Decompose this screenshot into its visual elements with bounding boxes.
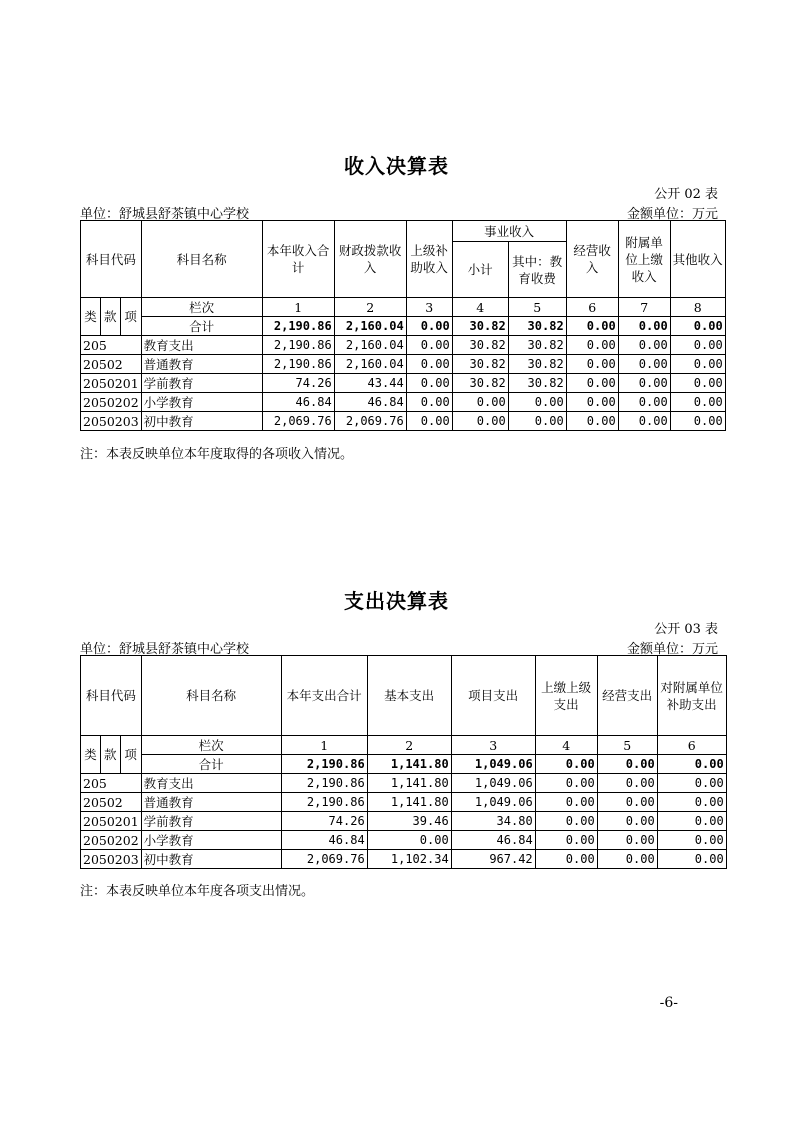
income-header-col8: 其他收入 <box>670 221 725 298</box>
income-col-num: 8 <box>670 298 725 317</box>
expense-total-value: 2,190.86 <box>281 755 367 774</box>
amount-cell: 46.84 <box>281 831 367 850</box>
amount-cell: 0.00 <box>566 393 618 412</box>
income-header-col1: 本年收入合计 <box>262 221 334 298</box>
amount-cell: 0.00 <box>535 850 597 869</box>
income-header-col2: 财政拨款收入 <box>334 221 406 298</box>
amount-cell: 0.00 <box>452 412 508 431</box>
amount-cell: 30.82 <box>508 374 566 393</box>
table-row <box>81 412 726 431</box>
amount-cell: 0.00 <box>670 336 725 355</box>
expense-col-num: 2 <box>367 736 451 755</box>
amount-cell: 0.00 <box>670 374 725 393</box>
amount-cell: 0.00 <box>657 793 726 812</box>
expense-col-num: 5 <box>597 736 657 755</box>
income-total-value: 2,160.04 <box>334 317 406 336</box>
income-header-lanci: 栏次 <box>141 298 262 317</box>
subject-code: 20502 <box>81 793 142 812</box>
amount-cell: 1,049.06 <box>451 793 535 812</box>
amount-cell: 0.00 <box>618 355 670 374</box>
amount-cell: 1,141.80 <box>367 774 451 793</box>
income-total-value: 0.00 <box>566 317 618 336</box>
amount-cell: 0.00 <box>535 812 597 831</box>
amount-cell: 0.00 <box>452 393 508 412</box>
amount-cell: 0.00 <box>657 850 726 869</box>
amount-cell: 0.00 <box>566 374 618 393</box>
expense-total-row <box>81 755 727 774</box>
income-total-value: 0.00 <box>618 317 670 336</box>
amount-cell: 1,141.80 <box>367 793 451 812</box>
income-currency-label: 金额单位：万元 <box>626 207 718 222</box>
amount-cell: 0.00 <box>406 355 452 374</box>
income-header-col7: 附属单位上缴收入 <box>618 221 670 298</box>
income-header-col4: 小计 <box>452 242 508 298</box>
table-row <box>81 393 726 412</box>
income-total-value: 30.82 <box>452 317 508 336</box>
subject-code: 2050201 <box>81 812 142 831</box>
income-form-number: 公开 02 表 <box>654 187 718 202</box>
expense-col-num: 4 <box>535 736 597 755</box>
expense-total-value: 1,049.06 <box>451 755 535 774</box>
amount-cell: 0.00 <box>508 393 566 412</box>
subject-name: 学前教育 <box>141 812 281 831</box>
amount-cell: 46.84 <box>334 393 406 412</box>
subject-name: 小学教育 <box>141 393 262 412</box>
expense-header-lei: 类 <box>81 736 101 774</box>
amount-cell: 0.00 <box>597 793 657 812</box>
expense-col-num: 6 <box>657 736 726 755</box>
subject-code: 20502 <box>81 355 142 374</box>
income-total-value: 0.00 <box>406 317 452 336</box>
income-header-kuan: 款 <box>101 298 120 336</box>
income-header-name: 科目名称 <box>141 221 262 298</box>
amount-cell: 46.84 <box>262 393 334 412</box>
subject-name: 初中教育 <box>141 412 262 431</box>
income-header-xiang: 项 <box>120 298 141 336</box>
expense-form-number: 公开 03 表 <box>654 622 718 637</box>
expense-header-xiang: 项 <box>120 736 141 774</box>
income-header-col6: 经营收入 <box>566 221 618 298</box>
amount-cell: 0.00 <box>535 774 597 793</box>
amount-cell: 0.00 <box>597 850 657 869</box>
income-col-num: 5 <box>508 298 566 317</box>
income-note: 注：本表反映单位本年度取得的各项收入情况。 <box>80 447 354 462</box>
subject-code: 2050203 <box>81 850 142 869</box>
amount-cell: 0.00 <box>406 412 452 431</box>
subject-name: 教育支出 <box>141 336 262 355</box>
amount-cell: 46.84 <box>451 831 535 850</box>
table-row <box>81 812 727 831</box>
expense-header-col6: 对附属单位补助支出 <box>657 656 726 736</box>
expense-header-col5: 经营支出 <box>597 656 657 736</box>
subject-code: 2050203 <box>81 412 142 431</box>
expense-header-code: 科目代码 <box>81 656 142 736</box>
income-col-num: 4 <box>452 298 508 317</box>
amount-cell: 2,190.86 <box>262 355 334 374</box>
expense-total-value: 0.00 <box>535 755 597 774</box>
amount-cell: 0.00 <box>566 355 618 374</box>
amount-cell: 39.46 <box>367 812 451 831</box>
amount-cell: 0.00 <box>597 812 657 831</box>
amount-cell: 0.00 <box>670 412 725 431</box>
table-row <box>81 355 726 374</box>
amount-cell: 2,190.86 <box>262 336 334 355</box>
expense-title: 支出决算表 <box>344 589 449 613</box>
income-total-value: 30.82 <box>508 317 566 336</box>
expense-header-col1: 本年支出合计 <box>281 656 367 736</box>
income-total-value: 0.00 <box>670 317 725 336</box>
amount-cell: 0.00 <box>618 412 670 431</box>
subject-name: 初中教育 <box>141 850 281 869</box>
amount-cell: 2,069.76 <box>281 850 367 869</box>
amount-cell: 0.00 <box>508 412 566 431</box>
income-col-num: 6 <box>566 298 618 317</box>
income-header-col5: 其中：教育收费 <box>508 242 566 298</box>
amount-cell: 43.44 <box>334 374 406 393</box>
amount-cell: 0.00 <box>670 355 725 374</box>
amount-cell: 1,049.06 <box>451 774 535 793</box>
subject-code: 205 <box>81 336 142 355</box>
amount-cell: 0.00 <box>657 831 726 850</box>
amount-cell: 0.00 <box>657 812 726 831</box>
amount-cell: 74.26 <box>262 374 334 393</box>
income-table <box>80 220 726 431</box>
amount-cell: 0.00 <box>597 831 657 850</box>
expense-total-value: 0.00 <box>657 755 726 774</box>
expense-header-name: 科目名称 <box>141 656 281 736</box>
income-unit-label: 单位：舒城县舒茶镇中心学校 <box>80 207 250 222</box>
subject-name: 普通教育 <box>141 793 281 812</box>
expense-header-col4: 上缴上级支出 <box>535 656 597 736</box>
income-header-code: 科目代码 <box>81 221 142 298</box>
amount-cell: 0.00 <box>406 393 452 412</box>
expense-total-value: 0.00 <box>597 755 657 774</box>
income-total-row <box>81 317 726 336</box>
amount-cell: 0.00 <box>670 393 725 412</box>
subject-name: 学前教育 <box>141 374 262 393</box>
income-col-num: 7 <box>618 298 670 317</box>
amount-cell: 2,190.86 <box>281 774 367 793</box>
page-number: -6- <box>659 995 678 1011</box>
income-col-num: 2 <box>334 298 406 317</box>
income-title: 收入决算表 <box>344 154 449 178</box>
amount-cell: 2,190.86 <box>281 793 367 812</box>
expense-header-col3: 项目支出 <box>451 656 535 736</box>
subject-name: 普通教育 <box>141 355 262 374</box>
amount-cell: 30.82 <box>452 374 508 393</box>
amount-cell: 0.00 <box>406 374 452 393</box>
expense-header-col2: 基本支出 <box>367 656 451 736</box>
expense-header-lanci: 栏次 <box>141 736 281 755</box>
amount-cell: 2,160.04 <box>334 355 406 374</box>
amount-cell: 967.42 <box>451 850 535 869</box>
amount-cell: 0.00 <box>618 374 670 393</box>
amount-cell: 30.82 <box>452 336 508 355</box>
expense-total-value: 1,141.80 <box>367 755 451 774</box>
income-header-col3: 上级补助收入 <box>406 221 452 298</box>
amount-cell: 0.00 <box>566 412 618 431</box>
table-row <box>81 774 727 793</box>
table-row <box>81 374 726 393</box>
amount-cell: 2,069.76 <box>262 412 334 431</box>
amount-cell: 0.00 <box>618 336 670 355</box>
expense-col-num: 1 <box>281 736 367 755</box>
amount-cell: 34.80 <box>451 812 535 831</box>
subject-name: 教育支出 <box>141 774 281 793</box>
subject-code: 2050201 <box>81 374 142 393</box>
expense-header-kuan: 款 <box>101 736 120 774</box>
amount-cell: 0.00 <box>618 393 670 412</box>
subject-code: 205 <box>81 774 142 793</box>
amount-cell: 2,069.76 <box>334 412 406 431</box>
amount-cell: 0.00 <box>535 793 597 812</box>
table-row <box>81 831 727 850</box>
expense-unit-label: 单位：舒城县舒茶镇中心学校 <box>80 642 250 657</box>
expense-total-label: 合计 <box>141 755 281 774</box>
amount-cell: 30.82 <box>452 355 508 374</box>
expense-table <box>80 655 727 869</box>
income-total-label: 合计 <box>141 317 262 336</box>
expense-currency-label: 金额单位：万元 <box>626 642 718 657</box>
amount-cell: 0.00 <box>406 336 452 355</box>
amount-cell: 0.00 <box>535 831 597 850</box>
amount-cell: 0.00 <box>367 831 451 850</box>
amount-cell: 30.82 <box>508 336 566 355</box>
income-total-value: 2,190.86 <box>262 317 334 336</box>
income-header-lei: 类 <box>81 298 101 336</box>
amount-cell: 2,160.04 <box>334 336 406 355</box>
income-col-num: 3 <box>406 298 452 317</box>
amount-cell: 74.26 <box>281 812 367 831</box>
amount-cell: 0.00 <box>597 774 657 793</box>
amount-cell: 30.82 <box>508 355 566 374</box>
subject-code: 2050202 <box>81 831 142 850</box>
amount-cell: 0.00 <box>566 336 618 355</box>
subject-name: 小学教育 <box>141 831 281 850</box>
expense-note: 注：本表反映单位本年度各项支出情况。 <box>80 884 315 899</box>
income-header-group: 事业收入 <box>452 221 566 242</box>
table-row <box>81 336 726 355</box>
table-row <box>81 850 727 869</box>
table-row <box>81 793 727 812</box>
expense-col-num: 3 <box>451 736 535 755</box>
subject-code: 2050202 <box>81 393 142 412</box>
amount-cell: 0.00 <box>657 774 726 793</box>
amount-cell: 1,102.34 <box>367 850 451 869</box>
income-col-num: 1 <box>262 298 334 317</box>
